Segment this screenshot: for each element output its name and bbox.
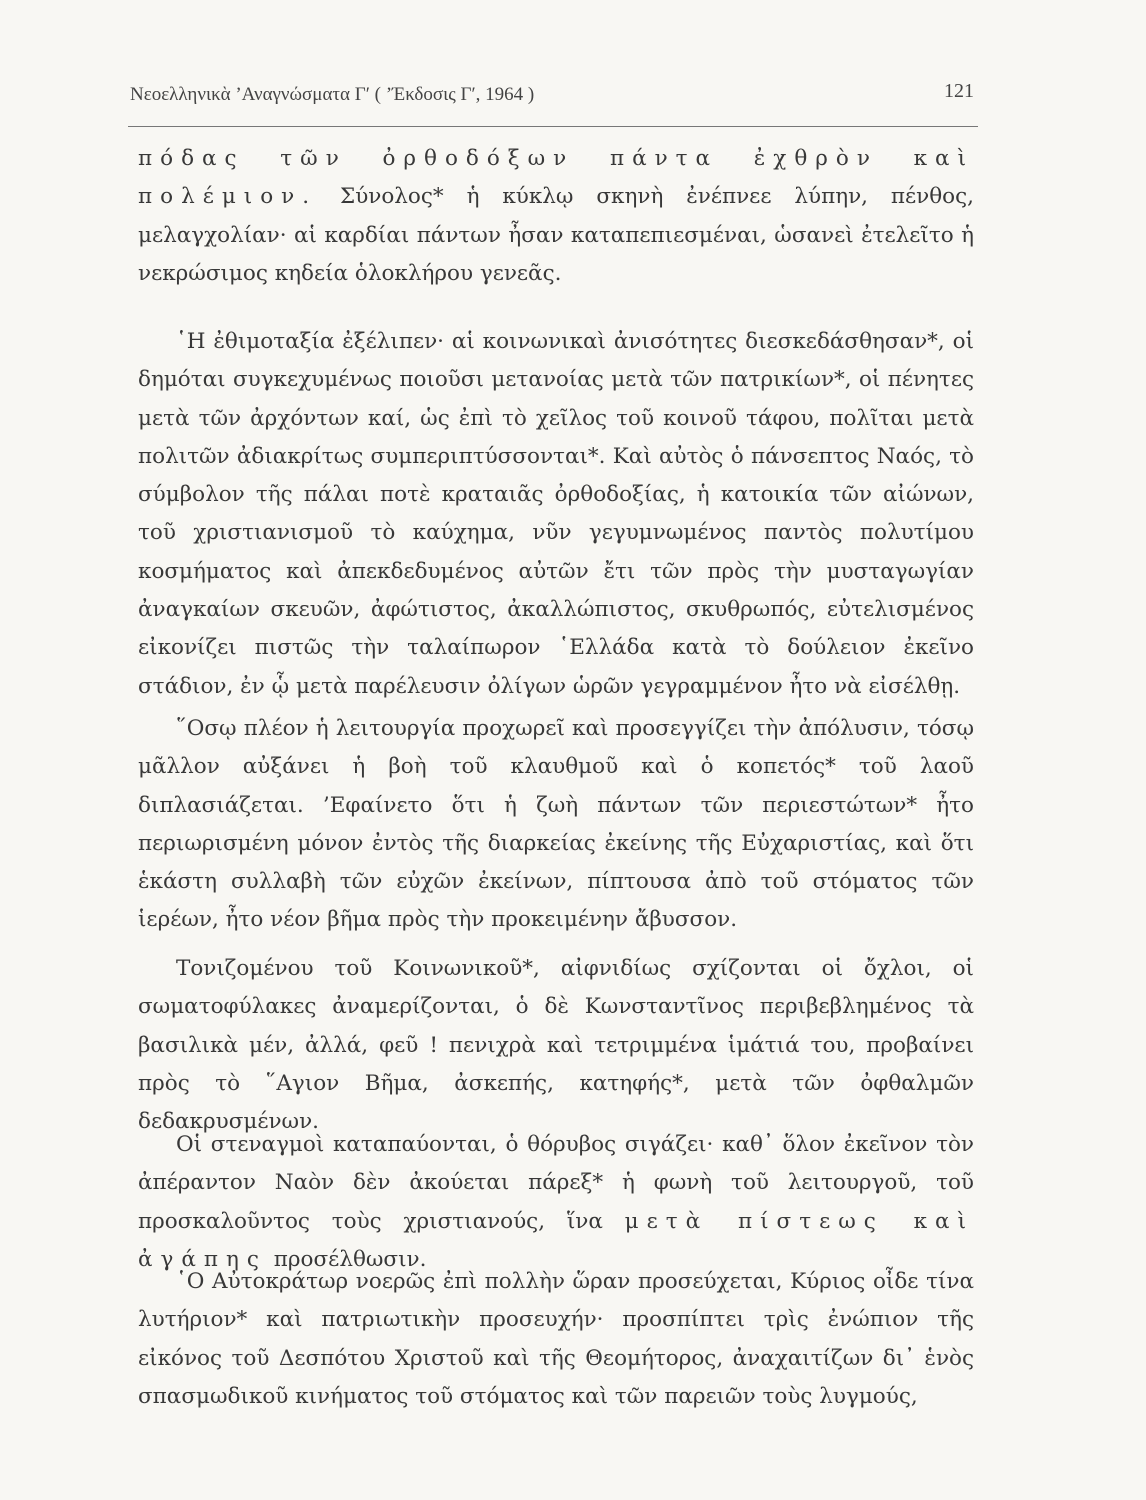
spaced-emphasis: μετὰ πίστεως καὶ ἀγάπης	[138, 1208, 974, 1272]
paragraph-1	[138, 140, 974, 293]
page-number: 121	[944, 80, 974, 102]
running-header	[130, 78, 976, 112]
paragraph-2: ῾Η ἐθιμοταξία ἐξέλιπεν· αἱ κοινωνικαὶ ἀνισότητες διεσκεδάσθησαν*, οἱ δημόται συγκεχυμένως ποιοῦσι μετανοίας μετὰ τῶν πατρικίων*, οἱ πένητες μετὰ τῶν ἀρχόντων καί, ὡς ἐπὶ τὸ χεῖλος τοῦ κοινοῦ τάφου, πολῖται μετὰ πολιτῶν ἀδιακρίτως συμπεριπτύσσονται*. Καὶ αὐτὸς ὁ πάνσεπτος Ναός, τὸ σύμβολον τῆς πάλαι ποτὲ κραταιᾶς ὀρθοδοξίας, ἡ κατοικία τῶν αἰώνων, τοῦ χριστιανισμοῦ τὸ καύχημα, νῦν γεγυμνωμένος παντὸς πολυτίμου κοσμήματος καὶ ἀπεκδεδυμένος αὐτῶν ἔτι τῶν πρὸς τὴν μυσταγωγίαν ἀναγκαίων σκευῶν, ἀφώτιστος, ἀκαλλώπιστος, σκυθρωπός, εὐτελισμένος εἰκονίζει πιστῶς τὴν ταλαίπωρον ῾Ελλάδα κατὰ τὸ δούλειον ἐκεῖνο στάδιον, ἐν ᾧ μετὰ παρέλευσιν ὀλίγων ὡρῶν γεγραμμένον ἦτο νὰ εἰσέλθῃ.	[138, 329, 974, 699]
spaced-emphasis: πόδας τῶν ὀρθοδόξων πάντα ἐχθρὸν καὶ πολέμιον.	[138, 146, 974, 210]
paragraph-5	[138, 1126, 974, 1279]
paragraph-3: ῞Οσῳ πλέον ἡ λειτουργία προχωρεῖ καὶ προσεγγίζει τὴν ἀπόλυσιν, τόσῳ μᾶλλον αὐξάνει ἡ βοὴ τοῦ κλαυθμοῦ καὶ ὁ κοπετός* τοῦ λαοῦ διπλασιάζεται. ’Εφαίνετο ὅτι ἡ ζωὴ πάντων τῶν περιεστώτων* ἦτο περιωρισμένη μόνον ἐντὸς τῆς διαρκείας ἐκείνης τῆς Εὐχαριστίας, καὶ ὅτι ἑκάστη συλλαβὴ τῶν εὐχῶν ἐκείνων, πίπτουσα ἀπὸ τοῦ στόματος τῶν ἱερέων, ἦτο νέον βῆμα πρὸς τὴν προκειμένην ἄβυσσον.	[138, 716, 974, 933]
paragraph-6: ῾Ο Αὐτοκράτωρ νοερῶς ἐπὶ πολλὴν ὥραν προσεύχεται, Κύριος οἶδε τίνα λυτήριον* καὶ πατριωτικὴν προσευχήν· προσπίπτει τρὶς ἐνώπιον τῆς εἰκόνος τοῦ Δεσπότου Χριστοῦ καὶ τῆς Θεομήτορος, ἀναχαιτίζων δι᾿ ἑνὸς σπασμωδικοῦ κινήματος τοῦ στόματος καὶ τῶν παρειῶν τοὺς λυγμούς,	[138, 1269, 974, 1409]
paragraph-5-text-start: Οἱ στεναγμοὶ καταπαύονται, ὁ θόρυβος σιγάζει· καθ᾿ ὅλον ἐκεῖνον τὸν ἀπέραντον Ναὸν δὲν ἀκούεται πάρεξ* ἡ φωνὴ τοῦ λειτουργοῦ, τοῦ προσκαλοῦντος τοὺς χριστιανούς, ἵνα	[138, 1132, 974, 1234]
paragraph-4: Τονιζομένου τοῦ Κοινωνικοῦ*, αἰφνιδίως σχίζονται οἱ ὄχλοι, οἱ σωματοφύλακες ἀναμερίζονται, ὁ δὲ Κωνσταντῖνος περιβεβλημένος τὰ βασιλικὰ μέν, ἀλλά, φεῦ ! πενιχρὰ καὶ τετριμμένα ἱμάτιά του, προβαίνει πρὸς τὸ ῞Αγιον Βῆμα, ἀσκεπής, κατηφής*, μετὰ τῶν ὀφθαλμῶν δεδακρυσμένων.	[138, 956, 974, 1135]
paragraph-5-text-end: προσέλθωσιν.	[266, 1246, 427, 1272]
paragraph-1-text: Σύνολος* ἡ κύκλῳ σκηνὴ ἐνέπνεε λύπην, πένθος, μελαγχολίαν· αἱ καρδίαι πάντων ἦσαν καταπεπιεσμέναι, ὡσανεὶ ἐτελεῖτο ἡ νεκρώσιμος κηδεία ὁλοκλήρου γενεᾶς.	[138, 184, 974, 286]
header-rule	[128, 126, 978, 127]
running-header-title: Νεοελληνικὰ ’Αναγνώσματα Γ′ ( ’Έκδοσις Γ′, 1964 )	[130, 84, 535, 105]
